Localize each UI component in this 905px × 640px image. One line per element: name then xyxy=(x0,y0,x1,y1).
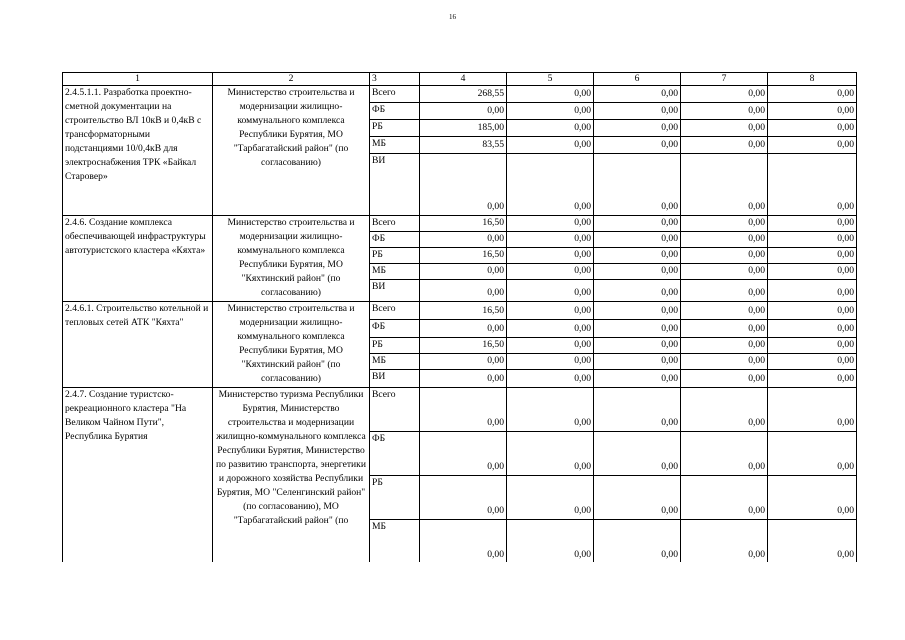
amount-year: 0,00 xyxy=(594,320,681,338)
measure-name: 2.4.7. Создание туристско-рекреационного кластера "На Великом Чайном Пути", Республика Бурятия xyxy=(63,388,213,564)
amount-year: 0,00 xyxy=(507,137,594,154)
amount-total: 0,00 xyxy=(420,280,507,302)
amount-year: 0,00 xyxy=(594,137,681,154)
amount-year: 0,00 xyxy=(681,232,768,248)
amount-year: 0,00 xyxy=(594,354,681,370)
amount-year: 0,00 xyxy=(507,388,594,432)
table-row xyxy=(63,388,857,432)
amount-year: 0,00 xyxy=(507,476,594,520)
amount-year: 0,00 xyxy=(507,86,594,103)
funding-source: ФБ xyxy=(370,232,420,248)
amount-year: 0,00 xyxy=(768,476,857,520)
funding-source: РБ xyxy=(370,248,420,264)
amount-year: 0,00 xyxy=(768,370,857,388)
amount-year: 0,00 xyxy=(594,520,681,564)
amount-year: 0,00 xyxy=(681,388,768,432)
amount-year: 0,00 xyxy=(681,137,768,154)
amount-total: 0,00 xyxy=(420,520,507,564)
header-row xyxy=(63,73,857,86)
amount-year: 0,00 xyxy=(507,320,594,338)
amount-year: 0,00 xyxy=(681,154,768,216)
amount-year: 0,00 xyxy=(594,432,681,476)
amount-total: 0,00 xyxy=(420,320,507,338)
amount-total: 0,00 xyxy=(420,264,507,280)
page-bottom-cutoff xyxy=(0,562,905,640)
amount-year: 0,00 xyxy=(681,264,768,280)
amount-year: 0,00 xyxy=(768,320,857,338)
amount-year: 0,00 xyxy=(594,338,681,354)
executor: Министерство туризма Республики Бурятия, Министерство строительства и модернизации жилищно-коммунального комплекса Республики Бурятия, Министерство по развитию транспорта, энергетики и дорожного хозяйства Республики Бурятия, МО "Селенгинский район" (по согласованию), МО "Тарбагатайский район" (по xyxy=(213,388,370,564)
amount-year: 0,00 xyxy=(768,103,857,120)
amount-total: 16,50 xyxy=(420,216,507,232)
budget-table xyxy=(62,72,857,564)
measure-name: 2.4.5.1.1. Разработка проектно-сметной документации на строительство ВЛ 10кВ и 0,4кВ с трансформаторными подстанциями 10/0,4кВ для электроснабжения ТРК «Байкал Старовер» xyxy=(63,86,213,216)
amount-year: 0,00 xyxy=(768,120,857,137)
funding-source: ФБ xyxy=(370,320,420,338)
funding-source: ФБ xyxy=(370,103,420,120)
amount-year: 0,00 xyxy=(594,154,681,216)
amount-year: 0,00 xyxy=(768,137,857,154)
amount-year: 0,00 xyxy=(507,264,594,280)
measure-name: 2.4.6. Создание комплекса обеспечивающей инфраструктуры автотуристского кластера «Кяхта» xyxy=(63,216,213,302)
amount-year: 0,00 xyxy=(681,320,768,338)
table-row xyxy=(63,86,857,103)
amount-year: 0,00 xyxy=(768,338,857,354)
amount-year: 0,00 xyxy=(507,154,594,216)
funding-source: РБ xyxy=(370,338,420,354)
amount-total: 0,00 xyxy=(420,154,507,216)
column-header: 3 xyxy=(370,73,420,86)
table-row xyxy=(63,302,857,320)
funding-source: ВИ xyxy=(370,370,420,388)
amount-year: 0,00 xyxy=(507,520,594,564)
amount-year: 0,00 xyxy=(594,280,681,302)
amount-year: 0,00 xyxy=(507,354,594,370)
amount-year: 0,00 xyxy=(594,86,681,103)
amount-year: 0,00 xyxy=(594,264,681,280)
column-header: 8 xyxy=(768,73,857,86)
column-header: 4 xyxy=(420,73,507,86)
amount-year: 0,00 xyxy=(768,216,857,232)
amount-total: 0,00 xyxy=(420,232,507,248)
amount-year: 0,00 xyxy=(594,370,681,388)
amount-year: 0,00 xyxy=(768,302,857,320)
amount-year: 0,00 xyxy=(594,216,681,232)
amount-year: 0,00 xyxy=(768,264,857,280)
amount-year: 0,00 xyxy=(768,248,857,264)
executor: Министерство строительства и модернизации жилищно-коммунального комплекса Республики Бурятия, МО "Кяхтинский район" (по согласованию) xyxy=(213,302,370,388)
amount-year: 0,00 xyxy=(507,338,594,354)
funding-source: МБ xyxy=(370,137,420,154)
amount-year: 0,00 xyxy=(507,216,594,232)
amount-total: 16,50 xyxy=(420,302,507,320)
amount-total: 0,00 xyxy=(420,103,507,120)
funding-source: Всего xyxy=(370,216,420,232)
amount-year: 0,00 xyxy=(681,432,768,476)
amount-year: 0,00 xyxy=(507,248,594,264)
column-header: 2 xyxy=(213,73,370,86)
amount-year: 0,00 xyxy=(594,476,681,520)
executor: Министерство строительства и модернизации жилищно-коммунального комплекса Республики Бурятия, МО "Кяхтинский район" (по согласованию) xyxy=(213,216,370,302)
amount-year: 0,00 xyxy=(681,520,768,564)
amount-year: 0,00 xyxy=(681,354,768,370)
amount-year: 0,00 xyxy=(594,248,681,264)
amount-year: 0,00 xyxy=(507,432,594,476)
amount-year: 0,00 xyxy=(681,338,768,354)
amount-year: 0,00 xyxy=(594,103,681,120)
amount-year: 0,00 xyxy=(681,476,768,520)
amount-year: 0,00 xyxy=(507,302,594,320)
amount-total: 16,50 xyxy=(420,248,507,264)
amount-year: 0,00 xyxy=(507,120,594,137)
amount-year: 0,00 xyxy=(681,216,768,232)
amount-total: 185,00 xyxy=(420,120,507,137)
column-header: 7 xyxy=(681,73,768,86)
funding-source: МБ xyxy=(370,264,420,280)
amount-year: 0,00 xyxy=(507,103,594,120)
amount-year: 0,00 xyxy=(768,520,857,564)
page-number: 16 xyxy=(449,13,456,21)
amount-year: 0,00 xyxy=(768,432,857,476)
funding-source: МБ xyxy=(370,520,420,564)
amount-total: 0,00 xyxy=(420,388,507,432)
amount-year: 0,00 xyxy=(681,103,768,120)
table-row xyxy=(63,216,857,232)
amount-year: 0,00 xyxy=(768,154,857,216)
amount-total: 0,00 xyxy=(420,370,507,388)
amount-year: 0,00 xyxy=(681,280,768,302)
funding-source: РБ xyxy=(370,476,420,520)
amount-year: 0,00 xyxy=(594,388,681,432)
amount-year: 0,00 xyxy=(507,232,594,248)
amount-year: 0,00 xyxy=(507,280,594,302)
funding-source: Всего xyxy=(370,388,420,432)
funding-source: Всего xyxy=(370,302,420,320)
amount-year: 0,00 xyxy=(594,120,681,137)
amount-year: 0,00 xyxy=(681,248,768,264)
column-header: 1 xyxy=(63,73,213,86)
funding-source: ВИ xyxy=(370,280,420,302)
amount-total: 268,55 xyxy=(420,86,507,103)
amount-year: 0,00 xyxy=(681,120,768,137)
amount-year: 0,00 xyxy=(681,370,768,388)
amount-year: 0,00 xyxy=(594,232,681,248)
amount-year: 0,00 xyxy=(681,302,768,320)
amount-total: 0,00 xyxy=(420,476,507,520)
amount-year: 0,00 xyxy=(507,370,594,388)
funding-source: МБ xyxy=(370,354,420,370)
amount-year: 0,00 xyxy=(594,302,681,320)
amount-year: 0,00 xyxy=(768,232,857,248)
amount-year: 0,00 xyxy=(768,86,857,103)
amount-year: 0,00 xyxy=(681,86,768,103)
amount-year: 0,00 xyxy=(768,354,857,370)
executor: Министерство строительства и модернизации жилищно-коммунального комплекса Республики Бурятия, МО "Тарбагатайский район" (по согласованию) xyxy=(213,86,370,216)
funding-source: РБ xyxy=(370,120,420,137)
column-header: 5 xyxy=(507,73,594,86)
amount-total: 16,50 xyxy=(420,338,507,354)
amount-total: 83,55 xyxy=(420,137,507,154)
amount-total: 0,00 xyxy=(420,432,507,476)
column-header: 6 xyxy=(594,73,681,86)
amount-year: 0,00 xyxy=(768,280,857,302)
funding-source: Всего xyxy=(370,86,420,103)
amount-year: 0,00 xyxy=(768,388,857,432)
funding-source: ФБ xyxy=(370,432,420,476)
funding-source: ВИ xyxy=(370,154,420,216)
measure-name: 2.4.6.1. Строительство котельной и тепловых сетей АТК "Кяхта" xyxy=(63,302,213,388)
amount-total: 0,00 xyxy=(420,354,507,370)
